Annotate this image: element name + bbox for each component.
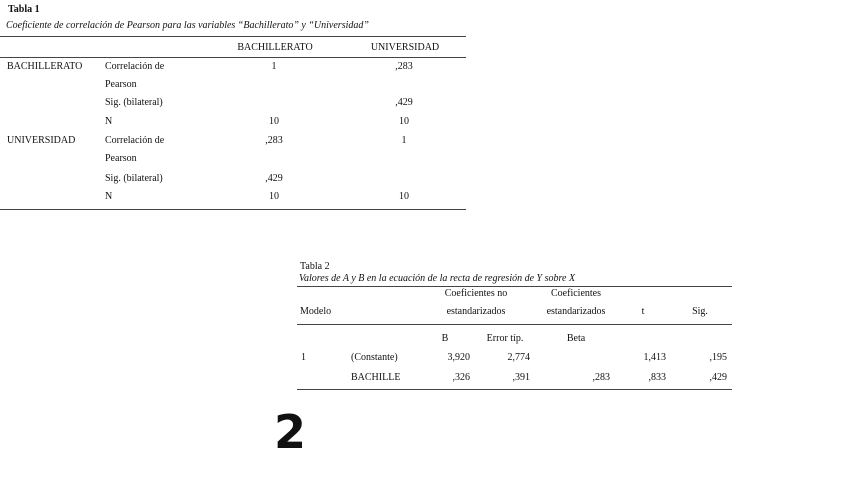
table1-cell: 10 <box>399 191 409 202</box>
table2-cell-error: ,391 <box>512 372 530 383</box>
table1-cell: 1 <box>401 135 407 146</box>
table2-cell-t: ,833 <box>648 372 666 383</box>
table1-cell: 10 <box>269 116 279 127</box>
table2-header-unstd-cont: estandarizados <box>446 306 506 317</box>
table1-cell: ,429 <box>395 97 413 108</box>
table1-cell: 10 <box>269 191 279 202</box>
table2-cell-term: (Constante) <box>351 352 398 363</box>
table1-top-rule <box>0 36 466 37</box>
table2-cell-b: 3,920 <box>447 352 470 363</box>
table1-cell: ,283 <box>395 61 413 72</box>
table2-label: Tabla 2 <box>300 261 330 272</box>
table2-top-rule <box>297 286 732 287</box>
table1-row-label: Correlación de <box>105 61 165 72</box>
table1-label: Tabla 1 <box>8 4 40 15</box>
table1-cell: ,283 <box>265 135 283 146</box>
table2-header-std-cont: estandarizados <box>546 306 606 317</box>
table1-header-universidad: UNIVERSIDAD <box>370 42 440 53</box>
table2-cell-beta: ,283 <box>592 372 610 383</box>
table1-variable-bachillerato: BACHILLERATO <box>7 61 83 72</box>
table2-cell-sig: ,195 <box>709 352 727 363</box>
table2-header-beta: Beta <box>566 333 586 344</box>
table2-caption: Valores de A y B en la ecuación de la recta de regresión de Y sobre X <box>299 273 576 284</box>
table2-cell-error: 2,774 <box>507 352 530 363</box>
table2-bottom-rule <box>297 389 732 390</box>
table2-cell-t: 1,413 <box>643 352 666 363</box>
table1-bottom-rule <box>0 209 466 210</box>
table1-row-label: N <box>105 116 113 127</box>
page-number: 2 <box>274 405 307 459</box>
table2-header-sig: Sig. <box>692 306 708 317</box>
table1-variable-universidad: UNIVERSIDAD <box>7 135 76 146</box>
table1-row-label: Sig. (bilateral) <box>105 173 163 184</box>
table2-header-t: t <box>641 306 645 317</box>
table1-cell: ,429 <box>265 173 283 184</box>
table2-cell-b: ,326 <box>452 372 470 383</box>
table2-cell-sig: ,429 <box>709 372 727 383</box>
table2-header-modelo: Modelo <box>300 306 332 317</box>
table2-header-error: Error típ. <box>486 333 524 344</box>
table2-header-unstd: Coeficientes no <box>444 288 508 299</box>
table1-row-label: Sig. (bilateral) <box>105 97 163 108</box>
table2-cell-modelo: 1 <box>301 352 306 363</box>
table1-header-bachillerato: BACHILLERATO <box>237 42 313 53</box>
table2-header-b: B <box>441 333 449 344</box>
table1-cell: 10 <box>399 116 409 127</box>
table1-row-label: N <box>105 191 113 202</box>
table1-row-label-cont: Pearson <box>105 79 137 90</box>
table1-header-rule <box>0 57 466 58</box>
table2-header-rule <box>297 324 732 325</box>
table2-header-std: Coeficientes <box>551 288 601 299</box>
table1-caption: Coeficiente de correlación de Pearson para las variables “Bachillerato” y “Universidad” <box>6 20 369 31</box>
table1-cell: 1 <box>271 61 277 72</box>
table1-row-label: Correlación de <box>105 135 165 146</box>
table1-row-label-cont: Pearson <box>105 153 137 164</box>
table2-cell-term: BACHILLE <box>351 372 401 383</box>
